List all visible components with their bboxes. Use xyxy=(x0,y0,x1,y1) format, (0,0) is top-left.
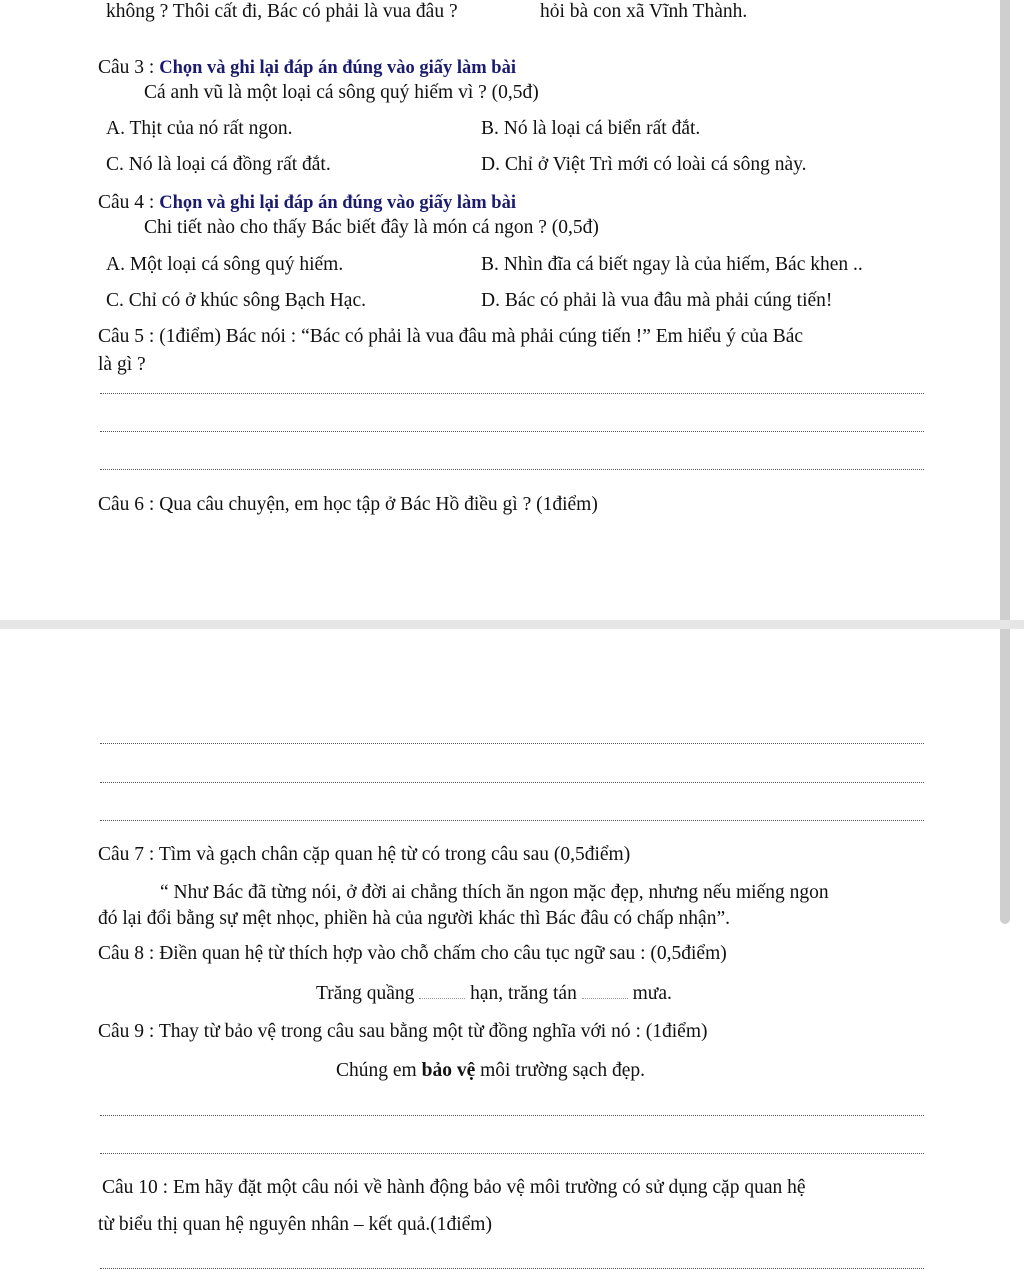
question-10-line-1: Câu 10 : Em hãy đặt một câu nói về hành động bảo vệ môi trường có sử dụng cặp quan hệ xyxy=(102,1177,806,1198)
question-3-header xyxy=(98,56,516,80)
question-6-text: Câu 6 : Qua câu chuyện, em học tập ở Bác Hồ điều gì ? (1điểm) xyxy=(98,494,598,515)
question-4-text: Chi tiết nào cho thấy Bác biết đây là món cá ngon ? (0,5đ) xyxy=(144,217,599,238)
question-9-sentence xyxy=(336,1059,645,1083)
answer-line-4 xyxy=(100,743,924,744)
question-3-instruction: Chọn và ghi lại đáp án đúng vào giấy làm bài xyxy=(159,58,516,78)
question-10-line-2: từ biểu thị quan hệ nguyên nhân – kết quả.(1điểm) xyxy=(98,1214,492,1235)
vertical-scrollbar[interactable] xyxy=(1000,0,1010,924)
answer-line-5 xyxy=(100,782,924,783)
question-3-option-d: D. Chỉ ở Việt Trì mới có loài cá sông này. xyxy=(481,154,807,175)
question-3-label: Câu 3 : xyxy=(98,57,155,78)
proverb-blank-1[interactable] xyxy=(419,984,465,999)
answer-line-7 xyxy=(100,1115,924,1116)
question-4-label: Câu 4 : xyxy=(98,192,155,213)
sentence-after: môi trường sạch đẹp. xyxy=(475,1060,646,1081)
proverb-blank-2[interactable] xyxy=(582,984,628,999)
question-5-line-2: là gì ? xyxy=(98,354,146,375)
question-3-option-a: A. Thịt của nó rất ngon. xyxy=(106,118,293,139)
question-5-line-1: Câu 5 : (1điểm) Bác nói : “Bác có phải là vua đâu mà phải cúng tiến !” Em hiểu ý của Bác xyxy=(98,326,804,347)
question-4-option-c: C. Chỉ có ở khúc sông Bạch Hạc. xyxy=(106,290,366,311)
answer-line-6 xyxy=(100,820,924,821)
proverb-part-3: mưa. xyxy=(632,983,672,1004)
answer-line-9 xyxy=(100,1268,924,1269)
answer-line-2 xyxy=(100,431,924,432)
question-3-option-c: C. Nó là loại cá đồng rất đắt. xyxy=(106,154,331,175)
question-4-option-a: A. Một loại cá sông quý hiếm. xyxy=(106,254,344,275)
question-4-instruction: Chọn và ghi lại đáp án đúng vào giấy làm bài xyxy=(159,193,516,213)
story-ending-left: không ? Thôi cất đi, Bác có phải là vua đâu ? xyxy=(106,1,458,22)
question-3-text: Cá anh vũ là một loại cá sông quý hiếm vì ? (0,5đ) xyxy=(144,82,539,103)
proverb-part-2: hạn, trăng tán xyxy=(470,983,577,1004)
question-9-text: Câu 9 : Thay từ bảo vệ trong câu sau bằng một từ đồng nghĩa với nó : (1điểm) xyxy=(98,1021,708,1042)
proverb-part-1: Trăng quầng xyxy=(316,983,415,1004)
sentence-before: Chúng em xyxy=(336,1060,422,1081)
question-7-quote-line-2: đó lại đổi bằng sự mệt nhọc, phiền hà của người khác thì Bác đâu có chấp nhận”. xyxy=(98,908,730,929)
page-break-gap xyxy=(0,620,1024,629)
question-3-option-b: B. Nó là loại cá biển rất đắt. xyxy=(481,118,701,139)
question-8-proverb xyxy=(316,982,672,1006)
question-4-option-b: B. Nhìn đĩa cá biết ngay là của hiếm, Bác khen .. xyxy=(481,254,863,275)
answer-line-1 xyxy=(100,393,924,394)
question-4-header xyxy=(98,191,516,215)
question-4-option-d: D. Bác có phải là vua đâu mà phải cúng tiến! xyxy=(481,290,833,311)
sentence-bold-word: bảo vệ xyxy=(421,1060,476,1081)
question-7-text: Câu 7 : Tìm và gạch chân cặp quan hệ từ có trong câu sau (0,5điểm) xyxy=(98,844,631,865)
answer-line-3 xyxy=(100,469,924,470)
story-ending-right: hỏi bà con xã Vĩnh Thành. xyxy=(540,1,748,22)
answer-line-8 xyxy=(100,1153,924,1154)
question-7-quote-line-1: “ Như Bác đã từng nói, ở đời ai chẳng thích ăn ngon mặc đẹp, nhưng nếu miếng ngon xyxy=(160,882,829,903)
question-8-text: Câu 8 : Điền quan hệ từ thích hợp vào chỗ chấm cho câu tục ngữ sau : (0,5điểm) xyxy=(98,943,727,964)
